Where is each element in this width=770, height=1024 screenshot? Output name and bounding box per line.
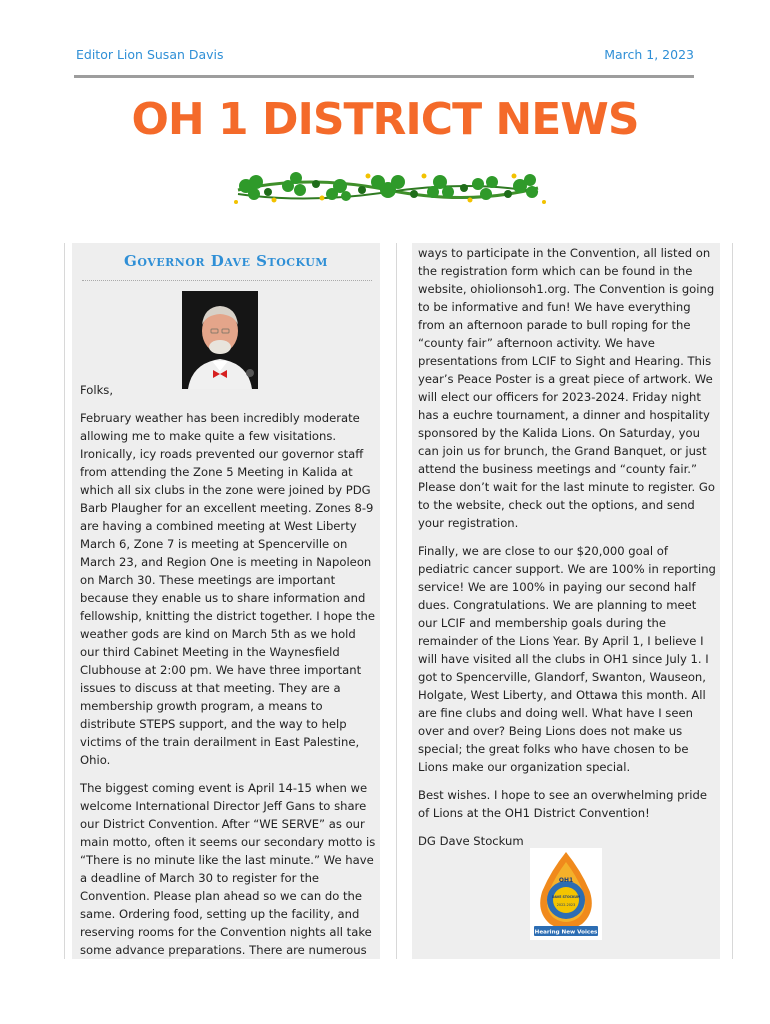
article-body-right (418, 244, 716, 860)
column-divider (396, 243, 397, 959)
body-paragraph: The biggest coming event is April 14-15 when we welcome International Director Jeff Gans to share our District Convention. After “WE SERVE” as our main motto, often it seems our secondary motto is “There is no minute like the last minute.” We have a deadline of March 30 to register for the Convention. Please plan ahead so we can do the same. Ordering food, setting up the facility, and reserving rooms for the Convention nights all take some advance preparations. There are numerous (80, 781, 376, 957)
article-heading: Governor Dave Stockum (124, 252, 328, 270)
logo-top-text: OH1 (558, 877, 574, 884)
greeting: Folks, (80, 383, 114, 397)
logo-ring-text: DAVE STOCKUM (551, 895, 581, 899)
issue-date: March 1, 2023 (604, 47, 694, 62)
hearing-new-voices-logo (530, 848, 602, 940)
editor-credit: Editor Lion Susan Davis (76, 47, 224, 62)
logo-banner-text: Hearing New Voices (534, 929, 598, 936)
body-paragraph: Finally, we are close to our $20,000 goal of pediatric cancer support. We are 100% in reporting service! We are 100% in paying our second half dues. Congratulations. We are planning to meet our LCIF and membership goals during the remainder of the Lions Year. By April 1, I believe I will have visited all the clubs in OH1 since July 1. I got to Spencerville, Glandorf, Swanton, Wauseon, Holgate, West Liberty, and Ottawa this month. All are fine clubs and doing well. What have I seen over and over? Being Lions does not make us special; the great folks who have chosen to be Lions make our organization special. (418, 544, 716, 774)
dotted-separator (82, 280, 372, 281)
shamrock-garland-image (228, 164, 548, 212)
column-divider (732, 243, 733, 959)
body-paragraph: Best wishes. I hope to see an overwhelming pride of Lions at the OH1 District Convention! (418, 788, 707, 820)
header-rule (74, 75, 694, 78)
body-paragraph: February weather has been incredibly moderate allowing me to make quite a few visitations. Ironically, icy roads prevented our governor staff from attending the Zone 5 Meeting in Kalida at which all six clubs in the zone were joined by PDG Barb Plaugher for an excellent meeting. Zones 8-9 are having a combined meeting at West Liberty March 6, Zone 7 is meeting at Spencerville on March 23, and Region One is meeting in Napoleon on March 30. These meetings are important because they enable us to share information and fellowship, knitting the district together. I hope the weather gods are kind on March 5th as we hold our third Cabinet Meeting in the Waynesfield Clubhouse at 2:00 pm. We have three important issues to discuss at that meeting. They are a membership growth program, a means to distribute STEPS support, and the way to help victims of the train derailment in East Palestine, Ohio. (80, 411, 376, 767)
body-paragraph: ways to participate in the Convention, all listed on the registration form which can be found in the website, ohiolionsoh1.org. The Convention is going to be informative and fun! We have everything from an afternoon parade to bull roping for the “county fair” afternoon activity. We have presentations from LCIF to Sight and Hearing. This year’s Peace Poster is a great piece of artwork. We will elect our officers for 2023-2024. Friday night has a euchre tournament, a dinner and hospitality sponsored by the Kalida Lions. On Saturday, you can join us for brunch, the Grand Banquet, or just attend the business meetings and “county fair.” Please don’t wait for the last minute to register. Go to the website, check out the options, and send your registration. (418, 246, 715, 530)
logo-years-text: 2022-2023 (556, 903, 576, 907)
newsletter-title: OH 1 DISTRICT NEWS (131, 94, 639, 145)
column-divider (64, 243, 65, 959)
governor-portrait-image (182, 291, 258, 389)
article-body-left (80, 381, 376, 969)
signature: DG Dave Stockum (418, 834, 524, 848)
